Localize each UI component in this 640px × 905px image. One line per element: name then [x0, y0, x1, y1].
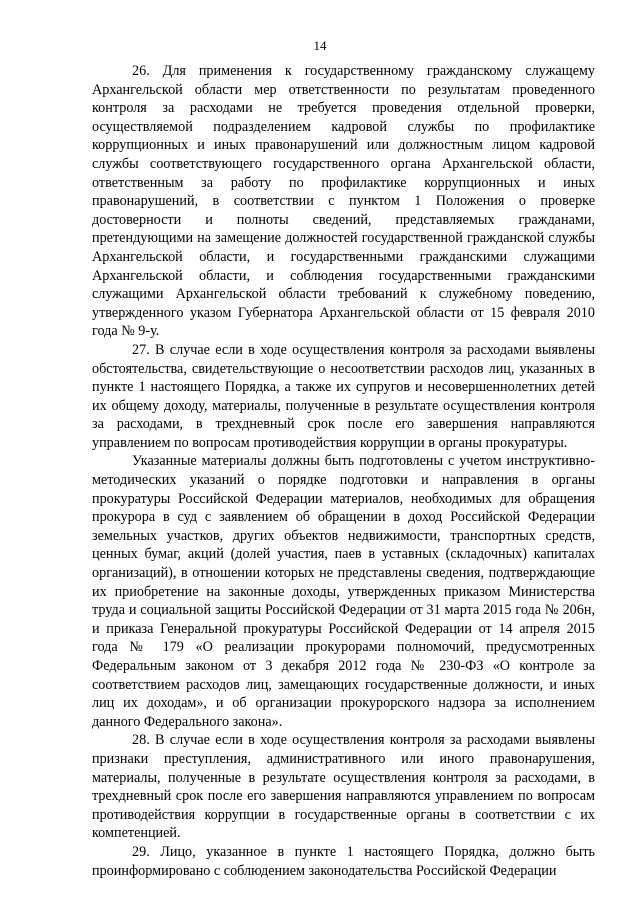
- paragraph-29: 29. Лицо, указанное в пункте 1 настоящего Порядка, должно быть проинформировано с соблюдением законодательства Российской Федерации: [92, 843, 595, 879]
- document-body: [92, 62, 595, 880]
- paragraph-27-materials: Указанные материалы должны быть подготовлены с учетом инструктивно-методических указаний о порядке подготовки и направления в органы прокуратуры Российской Федерации материалов, необходимых для обращения прокурора в суд с заявлением об обращении в доход Российской Федерации земельных участков, других объектов недвижимости, транспортных средств, ценных бумаг, акций (долей участия, паев в уставных (складочных) капиталах организаций), в отношении которых не представлены сведения, подтверждающие их приобретение на законные доходы, утвержденных приказом Министерства труда и социальной защиты Российской Федерации от 31 марта 2015 года № 206н, и приказа Генеральной прокуратуры Российской Федерации от 14 апреля 2015 года № 179 «О реализации прокурорами полномочий, предусмотренных Федеральным законом от 3 декабря 2012 года № 230-ФЗ «О контроле за соответствием расходов лиц, замещающих государственные должности, и иных лиц их доходам», и об организации прокурорского надзора за исполнением данного Федерального закона».: [92, 453, 595, 730]
- page-number: 14: [313, 38, 327, 53]
- paragraph-28: 28. В случае если в ходе осуществления контроля за расходами выявлены признаки преступления, административного или иного правонарушения, материалы, полученные в результате осуществления контроля за расходами, в трехдневный срок после его завершения направляются управлением по вопросам противодействия коррупции в государственные органы в соответствии с их компетенцией.: [92, 732, 595, 842]
- paragraph-26: 26. Для применения к государственному гражданскому служащему Архангельской области мер ответственности по результатам проведенного контроля за расходами не требуется проведения отдельной проверки, осуществляемой подразделением кадровой службы по профилактике коррупционных и иных правонарушений или должностным лицом кадровой службы соответствующего государственного органа Архангельской области, ответственным за работу по профилактике коррупционных и иных правонарушений, в соответствии с пунктом 1 Положения о проверке достоверности и полноты сведений, представляемых гражданами, претендующими на замещение должностей государственной гражданской службы Архангельской области, и государственными гражданскими служащими Архангельской области, и соблюдения государственными гражданскими служащими Архангельской области требований к служебному поведению, утвержденного указом Губернатора Архангельской области от 15 февраля 2010 года № 9-у.: [92, 63, 595, 340]
- paragraph-27: 27. В случае если в ходе осуществления контроля за расходами выявлены обстоятельства, свидетельствующие о несоответствии расходов лиц, указанных в пункте 1 настоящего Порядка, а также их супругов и несовершеннолетних детей их общему доходу, материалы, полученные в результате осуществления контроля за расходами, в трехдневный срок после его завершения направляются управлением по вопросам противодействия коррупции в органы прокуратуры.: [92, 341, 595, 451]
